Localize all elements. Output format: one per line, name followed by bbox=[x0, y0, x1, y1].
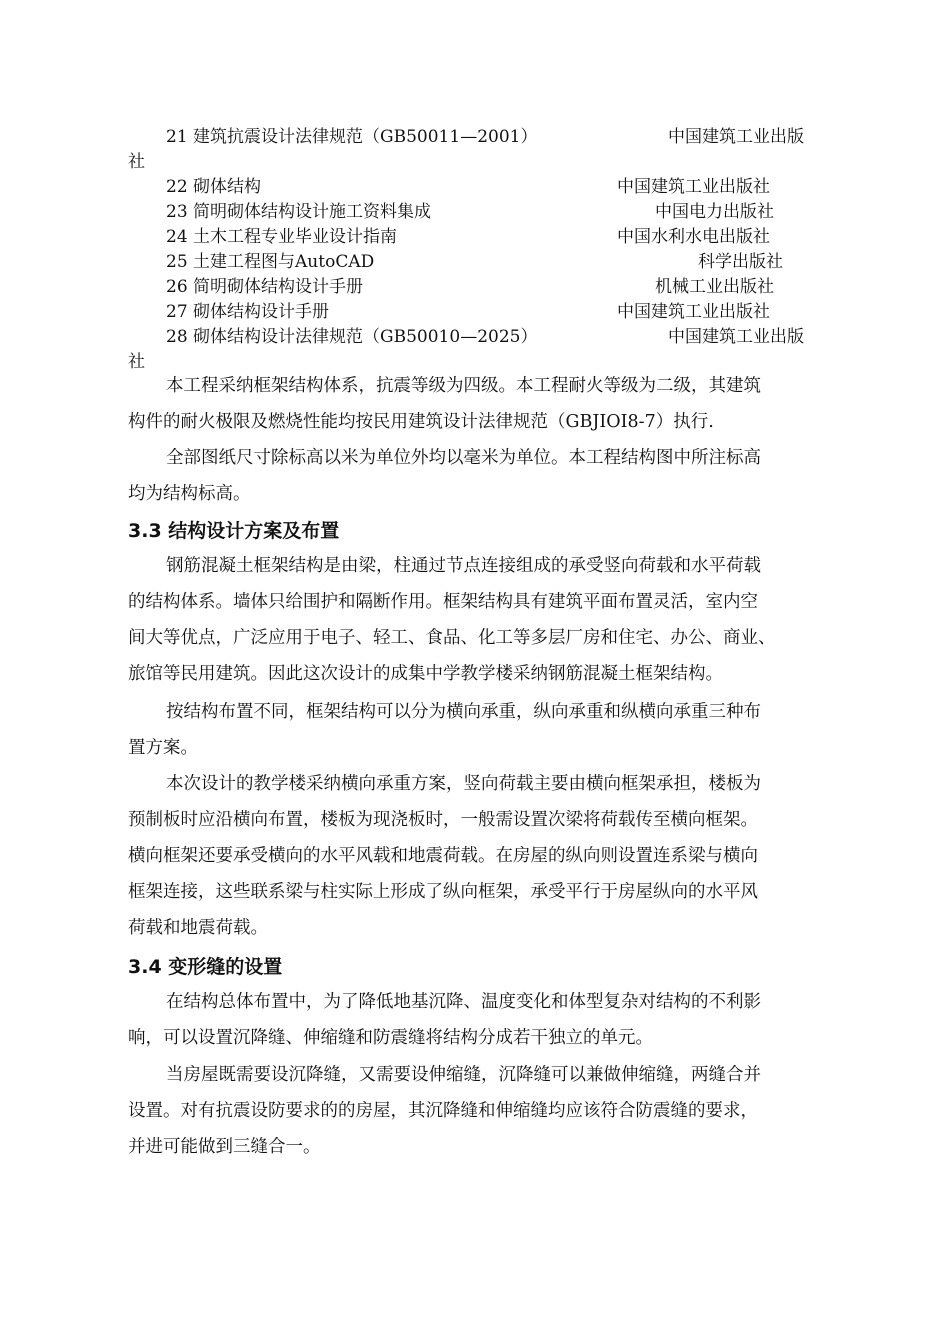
reference-publisher: 机械工业出版社 bbox=[655, 277, 774, 297]
reference-item bbox=[128, 174, 828, 200]
reference-title: 25 土建工程图与AutoCAD bbox=[166, 252, 375, 272]
reference-publisher: 中国电力出版社 bbox=[655, 202, 774, 222]
reference-title: 26 简明砌体结构设计手册 bbox=[166, 277, 364, 297]
reference-publisher: 中国水利水电出版社 bbox=[617, 227, 770, 247]
section-3-3-paragraph-3: 本次设计的教学楼采纳横向承重方案，竖向荷载主要由横向框架承担，楼板为 预制板时应沿横向布置，楼板为现浇板时，一般需设置次梁将荷载传至横向框架。 横向框架还要承受横向的水平风载和地震荷载。在房屋的纵向则设置连系梁与横向 框架连接，这些联系梁与柱实际上形成了纵向框架，承受平行于房屋纵向的水平风 荷载和地震荷载。 bbox=[128, 774, 761, 938]
reference-publisher: 中国建筑工业出版 bbox=[668, 327, 804, 347]
section-heading-3-4: 3.4 变形缝的设置 bbox=[128, 956, 283, 978]
reference-item bbox=[128, 299, 828, 325]
reference-item bbox=[128, 199, 828, 225]
reference-item bbox=[128, 324, 828, 350]
reference-publisher: 中国建筑工业出版 bbox=[668, 127, 804, 147]
reference-item bbox=[128, 249, 828, 275]
intro-paragraph-2: 全部图纸尺寸除标高以米为单位外均以毫米为单位。本工程结构图中所注标高 均为结构标高。 bbox=[128, 448, 761, 504]
reference-item bbox=[128, 274, 828, 300]
reference-title: 24 土木工程专业毕业设计指南 bbox=[166, 227, 398, 247]
reference-publisher: 中国建筑工业出版社 bbox=[617, 177, 770, 197]
section-3-4-paragraph-1: 在结构总体布置中，为了降低地基沉降、温度变化和体型复杂对结构的不利影 响，可以设置沉降缝、伸缩缝和防震缝将结构分成若干独立的单元。 bbox=[128, 992, 761, 1048]
section-3-3-paragraph-2: 按结构布置不同，框架结构可以分为横向承重，纵向承重和纵横向承重三种布 置方案。 bbox=[128, 702, 761, 758]
reference-item bbox=[128, 224, 828, 250]
reference-publisher: 科学出版社 bbox=[698, 252, 783, 272]
section-3-3-paragraph-1: 钢筋混凝土框架结构是由梁，柱通过节点连接组成的承受竖向荷载和水平荷载 的结构体系。墙体只给围护和隔断作用。框架结构具有建筑平面布置灵活，室内空 间大等优点，广泛应用于电子、轻工、食品、化工等多层厂房和住宅、办公、商业、 旅馆等民用建筑。因此这次设计的成集中学教学楼采纳钢筋混凝土框架结构。 bbox=[128, 556, 776, 684]
reference-wrap: 社 bbox=[128, 152, 145, 172]
reference-title: 23 简明砌体结构设计施工资料集成 bbox=[166, 202, 432, 222]
reference-title: 28 砌体结构设计法律规范（GB50010—2025） bbox=[166, 327, 538, 347]
reference-item bbox=[128, 124, 828, 150]
reference-wrap: 社 bbox=[128, 352, 145, 372]
reference-title: 21 建筑抗震设计法律规范（GB50011—2001） bbox=[166, 127, 538, 147]
intro-paragraph-1: 本工程采纳框架结构体系，抗震等级为四级。本工程耐火等级为二级，其建筑 构件的耐火极限及燃烧性能均按民用建筑设计法律规范（GBJIOI8-7）执行. bbox=[128, 376, 761, 432]
reference-publisher: 中国建筑工业出版社 bbox=[617, 302, 770, 322]
section-3-4-paragraph-2: 当房屋既需要设沉降缝，又需要设伸缩缝，沉降缝可以兼做伸缩缝，两缝合并 设置。对有抗震设防要求的的房屋，其沉降缝和伸缩缝均应该符合防震缝的要求， 并进可能做到三缝合一。 bbox=[128, 1065, 761, 1157]
reference-title: 22 砌体结构 bbox=[166, 177, 262, 197]
reference-title: 27 砌体结构设计手册 bbox=[166, 302, 330, 322]
section-heading-3-3: 3.3 结构设计方案及布置 bbox=[128, 520, 340, 542]
